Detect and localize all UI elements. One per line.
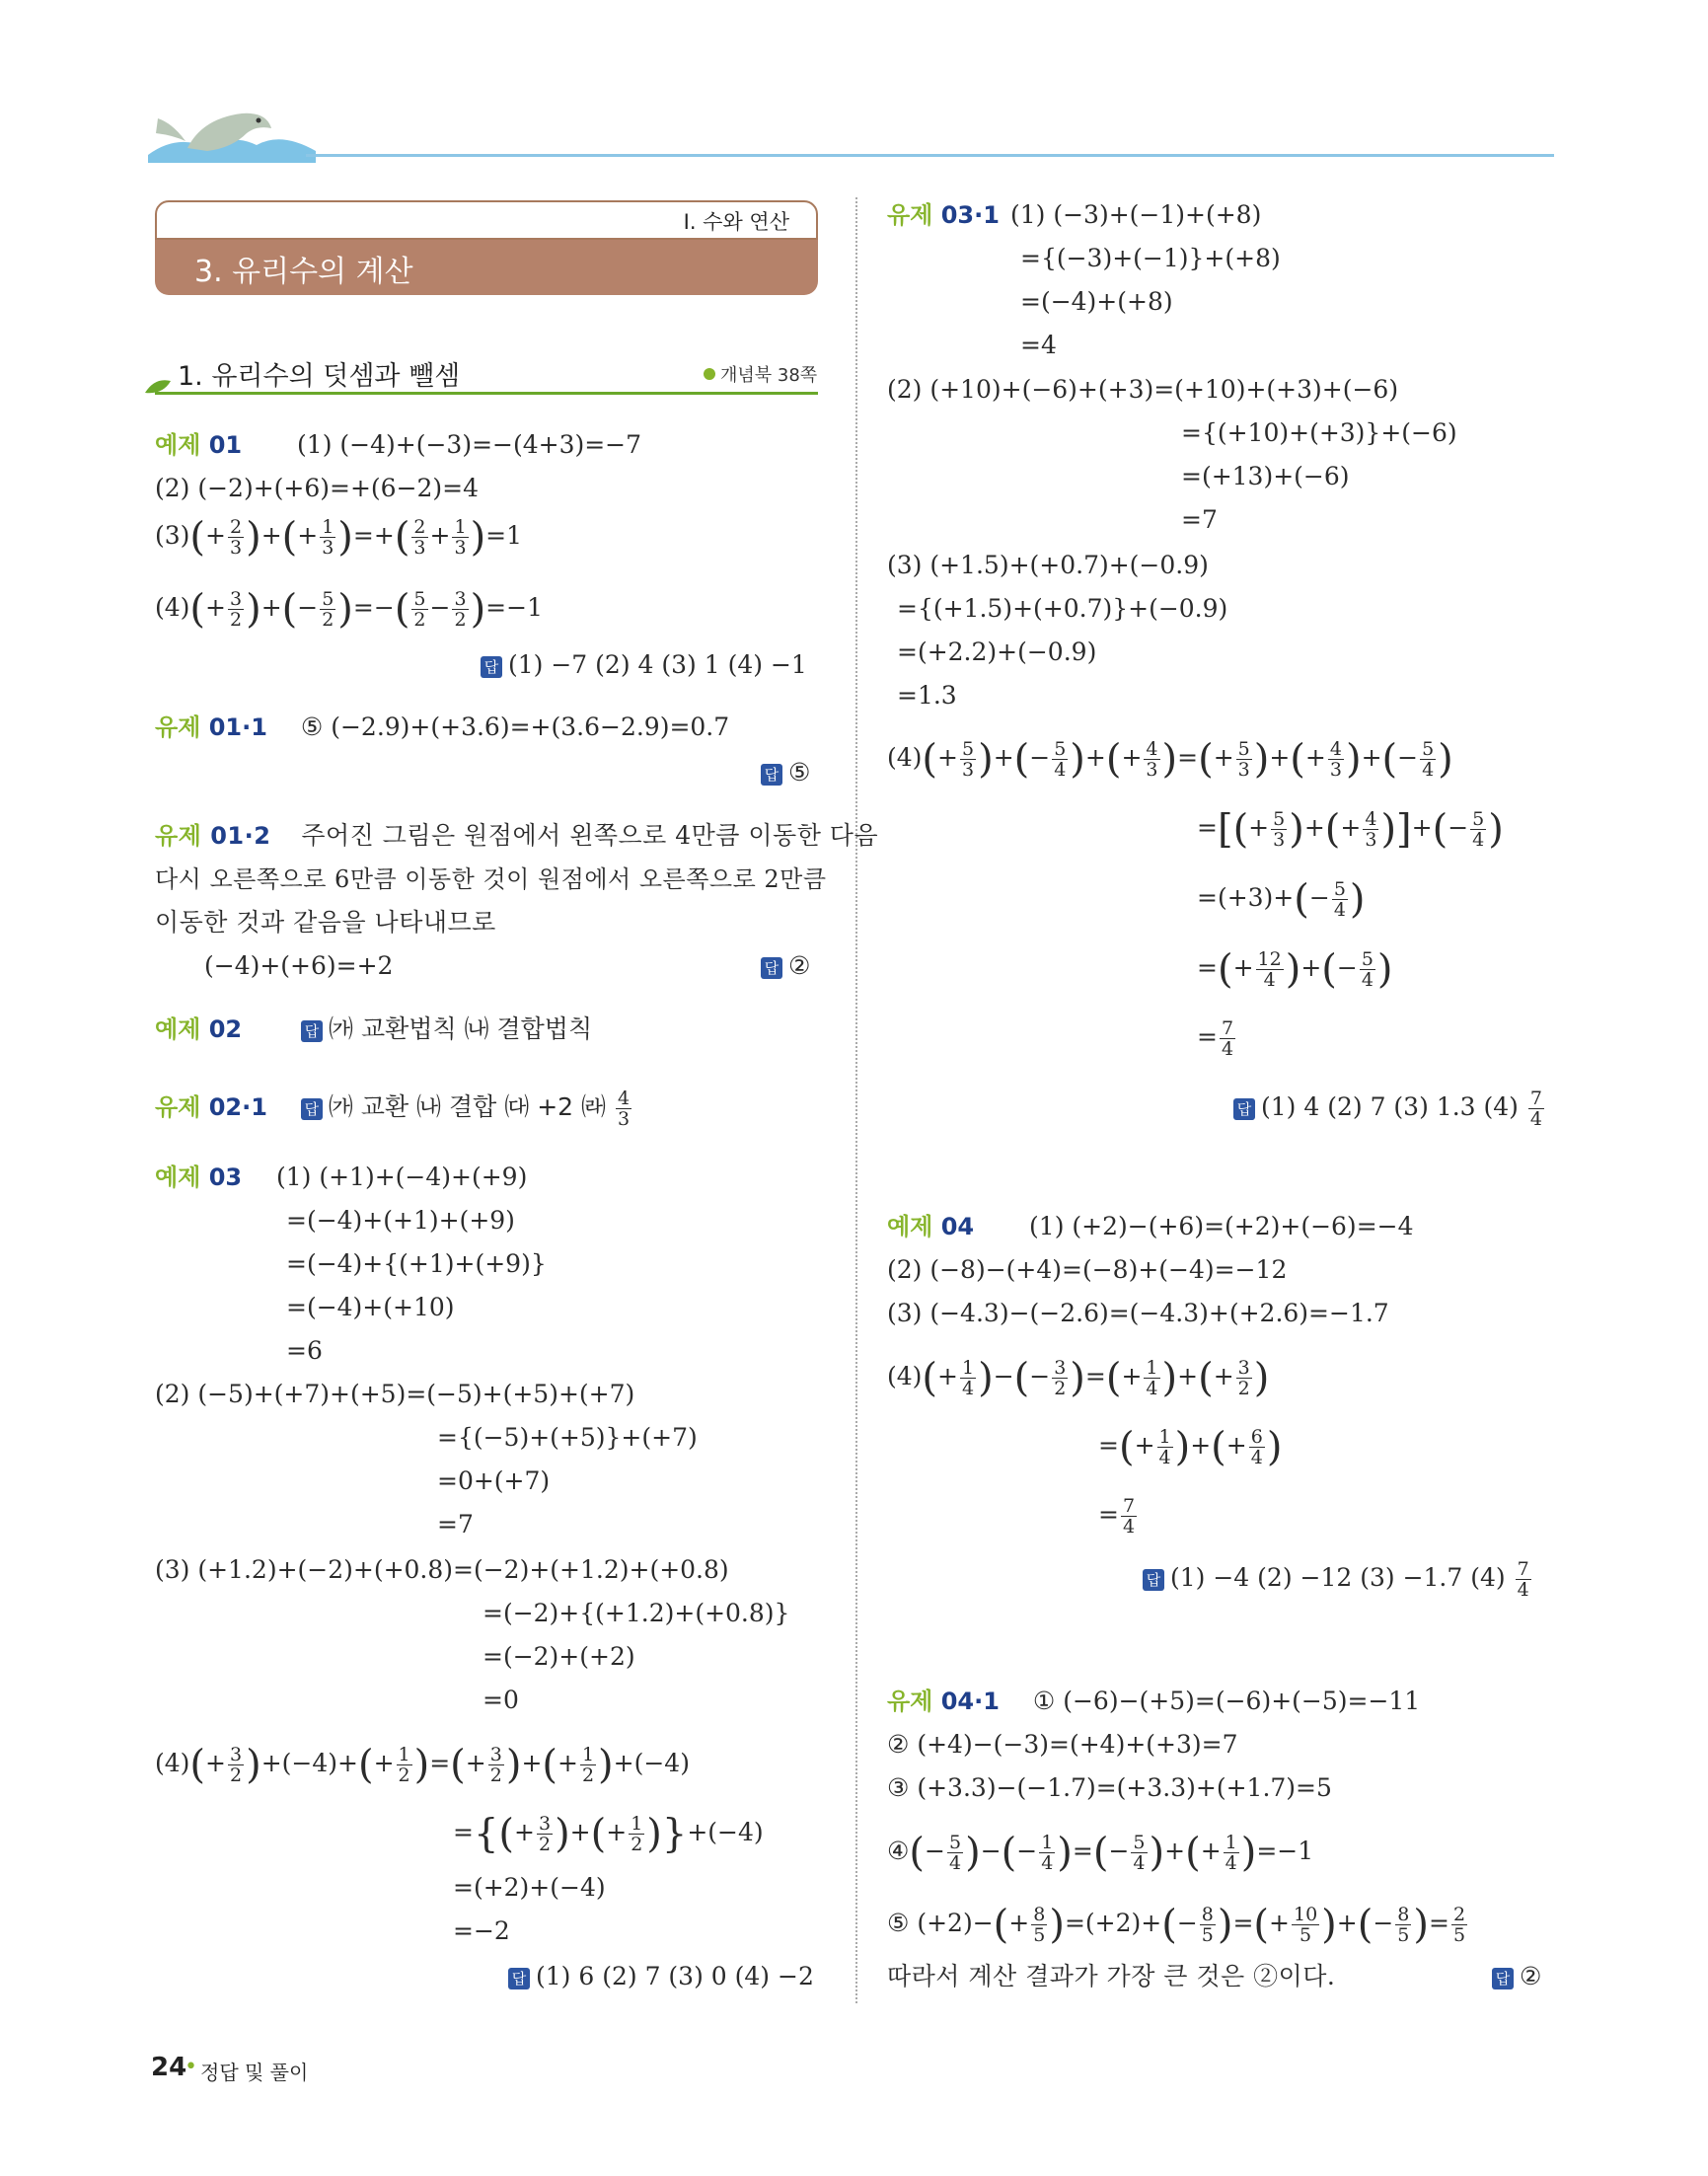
u031-label: 유제 03·1 [887, 201, 1000, 229]
footer-bullet: • [185, 2055, 197, 2079]
u012-answer: 답 ② [761, 949, 810, 983]
u031-p1-l3: =(−4)+(+8) [1020, 287, 1173, 316]
u031-p3-l3: =(+2.2)+(−0.9) [897, 638, 1097, 666]
ex04-answer: 답 (1) −4 (2) −12 (3) −1.7 (4) $\frac{7}{4}$ [1143, 1559, 1533, 1600]
u041-line4: ④(− $\frac{5}{4}$ )−(− $\frac{1}{4}$ )=(− $\frac{5}{4}$ )+(+ $\frac{1}{4}$ )=−1 [887, 1830, 1314, 1876]
answer-icon: 답 [761, 764, 782, 786]
ex03-p4-l3: =(+2)+(−4) [453, 1873, 606, 1902]
dolphin-logo [148, 94, 316, 163]
answer-icon: 답 [1233, 1098, 1255, 1120]
ex03-p1-l4: =(−4)+(+10) [286, 1293, 455, 1321]
ex03-p3-l2: =(−2)+{(+1.2)+(+0.8)} [483, 1599, 790, 1627]
answer-icon: 답 [761, 957, 782, 979]
answer-icon: 답 [481, 656, 502, 678]
header-rule [306, 154, 1554, 157]
u012-line1: 유제 01·2 주어진 그림은 원점에서 왼쪽으로 4만큼 이동한 다음 [155, 821, 879, 850]
u031-p4-l4: =(+ $\frac{12}{4}$ )+(− $\frac{5}{4}$ ) [1197, 946, 1393, 993]
ex03-label: 예제 03 [155, 1163, 243, 1191]
ex03-p4-l2: ={(+ $\frac{3}{2}$ )+(+ $\frac{1}{2}$ )}+(−4) [453, 1811, 764, 1857]
ex03-p1-l3: =(−4)+{(+1)+(+9)} [286, 1249, 547, 1278]
footer-text: 정답 및 풀이 [200, 2061, 309, 2084]
subsection-ref: 개념북 38쪽 [720, 365, 818, 386]
chapter-label: Ⅰ. 수와 연산 [683, 210, 789, 234]
ex03-p2-l2: ={(−5)+(+5)}+(+7) [437, 1423, 698, 1452]
ex01-line2: (2) (−2)+(+6)=+(6−2)=4 [155, 474, 480, 502]
u011-block: 유제 01·1 ⑤ (−2.9)+(+3.6)=+(3.6−2.9)=0.7 [155, 713, 730, 741]
ex04-line4: (4)(+ $\frac{1}{4}$ )−(− $\frac{3}{2}$ )=(+ $\frac{1}{4}$ )+(+ $\frac{3}{2}$ ) [887, 1355, 1270, 1401]
ex04-line2: (2) (−8)−(+4)=(−8)+(−4)=−12 [887, 1255, 1288, 1284]
u031-p2-l2: ={(+10)+(+3)}+(−6) [1181, 418, 1457, 447]
subsection-rule [155, 392, 818, 395]
ex03-p3-l3: =(−2)+(+2) [483, 1642, 635, 1671]
u012-line4: (−4)+(+6)=+2 [204, 951, 394, 980]
u031-p3-l1: (3) (+1.5)+(+0.7)+(−0.9) [887, 551, 1209, 579]
ex01-block: 예제 01 (1) (−4)+(−3)=−(4+3)=−7 [155, 430, 642, 459]
ex03-p4-l4: =−2 [453, 1916, 510, 1945]
u041-block: 유제 04·1 ① (−6)−(+5)=(−6)+(−5)=−11 [887, 1687, 1421, 1715]
ex04-line6: = $\frac{7}{4}$ [1098, 1495, 1136, 1538]
ex01-line4: (4)(+ $\frac{3}{2}$ )+(− $\frac{5}{2}$ )=−( $\frac{5}{2}$ − $\frac{3}{2}$ )=−1 [155, 586, 543, 633]
u031-p2-l4: =7 [1181, 505, 1218, 534]
u031-p4-l2: =[(+ $\frac{5}{3}$ )+(+ $\frac{4}{3}$ )]+(− $\frac{5}{4}$ ) [1197, 806, 1504, 853]
answer-icon: 답 [508, 1968, 530, 1989]
ex03-p3-l1: (3) (+1.2)+(−2)+(+0.8)=(−2)+(+1.2)+(+0.8) [155, 1555, 729, 1584]
u031-p1-l2: ={(−3)+(−1)}+(+8) [1020, 244, 1281, 272]
answer-icon: 답 [1492, 1968, 1514, 1989]
ex03-p2-l1: (2) (−5)+(+7)+(+5)=(−5)+(+5)+(+7) [155, 1380, 635, 1408]
u031-p3-l4: =1.3 [897, 681, 957, 710]
answer-icon: 답 [1143, 1569, 1164, 1591]
u012-line3: 이동한 것과 같음을 나타내므로 [155, 908, 496, 937]
ex03-p2-l4: =7 [437, 1510, 474, 1538]
ex03-p1-l5: =6 [286, 1336, 323, 1365]
answer-icon: 답 [301, 1020, 323, 1042]
u041-line3: ③ (+3.3)−(−1.7)=(+3.3)+(+1.7)=5 [887, 1773, 1332, 1802]
column-divider [855, 197, 857, 2003]
subsection-title: 1. 유리수의 덧셈과 뺄셈 [178, 361, 461, 392]
ex03-p1-l1: (1) (+1)+(−4)+(+9) [276, 1163, 528, 1191]
u031-p4-l1: (4)(+ $\frac{5}{3}$ )+(− $\frac{5}{4}$ )+(+ $\frac{4}{3}$ )=(+ $\frac{5}{3}$ )+(+ $\frac{4}{3}$ )+(− $\frac{5}{4}$ ) [887, 736, 1453, 783]
ex03-answer: 답 (1) 6 (2) 7 (3) 0 (4) −2 [508, 1960, 814, 1993]
ex04-line3: (3) (−4.3)−(−2.6)=(−4.3)+(+2.6)=−1.7 [887, 1299, 1389, 1327]
ex03-p4-l1: (4)(+ $\frac{3}{2}$ )+(−4)+(+ $\frac{1}{2}$ )=(+ $\frac{3}{2}$ )+(+ $\frac{1}{2}$ )+(−4) [155, 1742, 690, 1788]
ex04-line5: =(+ $\frac{1}{4}$ )+(+ $\frac{6}{4}$ ) [1098, 1424, 1283, 1470]
ex01-line1: (1) (−4)+(−3)=−(4+3)=−7 [297, 430, 642, 459]
ex04-block: 예제 04 (1) (+2)−(+6)=(+2)+(−6)=−4 [887, 1212, 1414, 1240]
u031-p3-l2: ={(+1.5)+(+0.7)}+(−0.9) [897, 594, 1228, 623]
u031-p4-l3: =(+3)+(− $\frac{5}{4}$ ) [1197, 876, 1366, 923]
ex03-p1-l2: =(−4)+(+1)+(+9) [286, 1206, 515, 1235]
u041-line5: ⑤ (+2)−(+ $\frac{8}{5}$ )=(+2)+(− $\frac{8}{5}$ )=(+ $\frac{10}{5}$ )+(− $\frac{8}{5}$ )= $\frac{2}{5}$ [887, 1902, 1466, 1948]
u041-answer: 답 ② [1492, 1960, 1541, 1993]
u031-p2-l3: =(+13)+(−6) [1181, 462, 1350, 490]
ex02-block: 예제 02 답 ㈎ 교환법칙 ㈏ 결합법칙 [155, 1014, 593, 1043]
u012-line2: 다시 오른쪽으로 6만큼 이동한 것이 원점에서 오른쪽으로 2만큼 [155, 865, 827, 893]
answer-icon: 답 [301, 1098, 323, 1120]
u031-p1-l1: (1) (−3)+(−1)+(+8) [1010, 200, 1262, 229]
u011-answer: 답 ⑤ [761, 756, 810, 789]
ex01-line3: (3)(+ $\frac{2}{3}$ )+(+ $\frac{1}{3}$ )=+( $\frac{2}{3}$ + $\frac{1}{3}$ )=1 [155, 514, 523, 561]
u031-p2-l1: (2) (+10)+(−6)+(+3)=(+10)+(+3)+(−6) [887, 375, 1399, 404]
section-title: 3. 유리수의 계산 [194, 255, 413, 289]
ex03-p3-l4: =0 [483, 1686, 519, 1714]
bullet-dot-icon [704, 368, 715, 380]
u041-conclusion: 따라서 계산 결과가 가장 큰 것은 ②이다. [887, 1962, 1336, 1990]
u031-answer: 답 (1) 4 (2) 7 (3) 1.3 (4) $\frac{7}{4}$ [1233, 1088, 1546, 1129]
ex01-answer: 답 (1) −7 (2) 4 (3) 1 (4) −1 [481, 648, 807, 682]
u031-p4-l5: = $\frac{7}{4}$ [1197, 1017, 1234, 1060]
page-number: 24 [151, 2053, 187, 2082]
u021-block: 유제 02·1 답 ㈎ 교환 ㈏ 결합 ㈐ +2 ㈑ $\frac{4}{3}$ [155, 1088, 631, 1130]
u031-p1-l4: =4 [1020, 331, 1057, 359]
ex03-p2-l3: =0+(+7) [437, 1466, 551, 1495]
u041-line2: ② (+4)−(−3)=(+4)+(+3)=7 [887, 1730, 1238, 1759]
